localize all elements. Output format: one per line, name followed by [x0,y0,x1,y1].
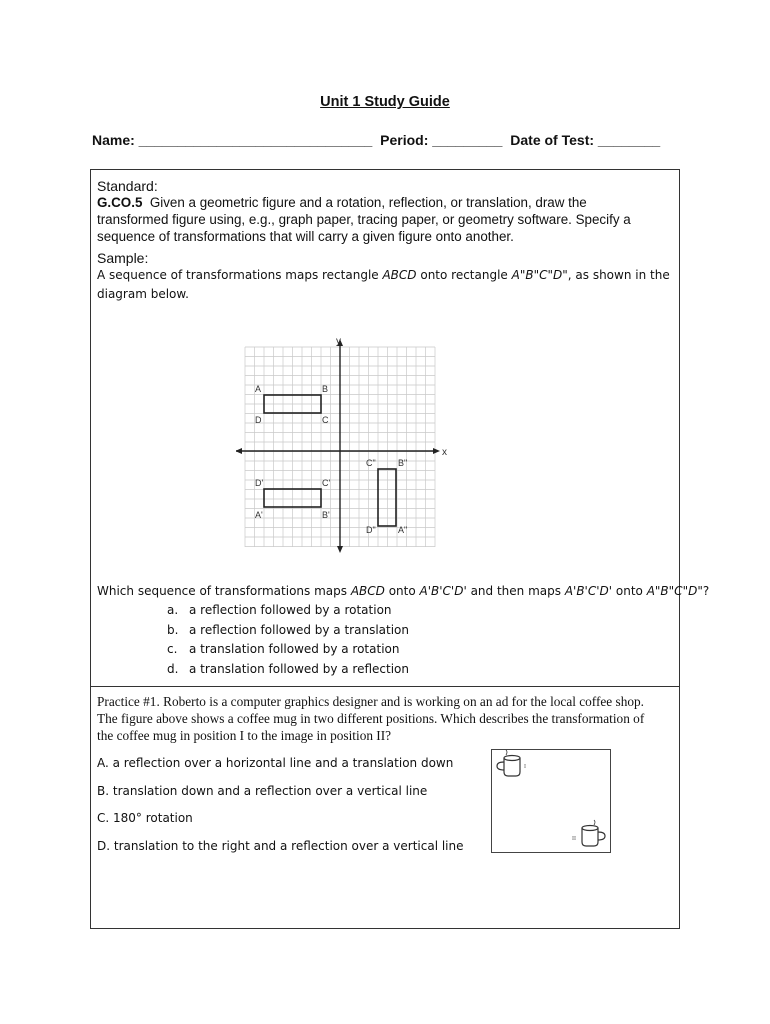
label-b-double-prime: B" [398,458,408,468]
label-d-double-prime: D" [366,525,376,535]
coordinate-grid-diagram [236,333,448,555]
sample-text-line-1: A sequence of transformations maps rectangle ABCD onto rectangle A"B"C"D", as shown in the [97,268,670,282]
practice-box [90,687,680,929]
label-c: C [322,415,329,425]
period-field[interactable]: Period: _________ [380,132,503,148]
coffee-mug-position-ii-icon [582,820,605,846]
coffee-mug-figure [491,749,611,853]
label-a-double-prime: A" [398,525,408,535]
standard-text-line-3: sequence of transformations that will carry a given figure onto another. [97,229,514,244]
sample-text-line-2: diagram below. [97,287,189,301]
label-a: A [255,384,262,394]
mug-label-ii: II [572,836,576,842]
label-c-double-prime: C" [366,458,376,468]
standard-text-line-2: transformed figure using, e.g., graph paper, tracing paper, or geometry software. Specify a [97,212,631,227]
label-b-prime: B' [322,510,330,520]
question-text: Which sequence of transformations maps ABCD onto A'B'C'D' and then maps A'B'C'D' onto A"B"C"D"? [97,584,710,598]
sample-label: Sample: [97,250,149,266]
practice-choice-d[interactable]: D. translation to the right and a reflection over a vertical line [97,839,464,853]
label-a-prime: A' [255,510,263,520]
practice-choice-b[interactable]: B. translation down and a reflection over a vertical line [97,784,428,798]
standard-text-line-1 [97,195,587,210]
date-of-test-field[interactable]: Date of Test: ________ [510,132,661,148]
standard-label: Standard: [97,178,158,194]
label-d-prime: D' [255,478,264,488]
practice-choice-c[interactable]: C. 180° rotation [97,811,193,825]
label-b: B [322,384,329,394]
label-c-prime: C' [322,478,331,488]
y-axis-arrow-down [337,546,343,553]
name-field[interactable]: Name: ______________________________ [92,132,373,148]
label-d: D [255,415,262,425]
coffee-mug-figure-drawing [492,750,610,852]
x-axis-arrow-right [433,448,440,454]
standard-sample-box: Standard: G.CO.5 Given a geometric figure and a rotation, reflection, or translation, draw the transformed figure using, e.g., graph paper, tracing paper, or geometry software. Specify a sequence of transformations that will carry a given figure onto another. Sample: A sequence of transformations maps rectangle ABCD onto rectangle A"B"C"D", as shown in the diagram below. x y A B C D D' C' A' B' C" B" D" A" Which sequence of transformations maps ABCD onto A'B'C'D' and then maps A'B'C'D' onto A"B"C"D"? a. a reflection followed by a rotation b. a reflection followed by a translation c. a translation followed by a rotation d. a translation followed by a reflection [90,169,680,687]
practice-text-line-1: Practice #1. Roberto is a computer graphics designer and is working on an ad for the local coffee shop. [97,694,644,709]
x-axis-label: x [442,447,447,458]
practice-text-line-2: The figure above shows a coffee mug in two different positions. Which describes the transformation of [97,711,645,726]
practice-choice-a[interactable]: A. a reflection over a horizontal line and a translation down [97,756,454,770]
practice-text-line-3: the coffee mug in position I to the image in position II? [97,728,392,743]
y-axis-label: y [336,336,341,347]
x-axis-arrow-left [236,448,242,454]
coffee-mug-position-i-icon [497,750,520,776]
standard-text: Given a geometric figure and a rotation, reflection, or translation, draw the [149,195,587,210]
page-title: Unit 1 Study Guide [320,94,450,110]
standard-code: G.CO.5 [97,195,143,210]
mug-label-i: I [524,764,526,770]
rectangle-a-double-prime [378,469,396,526]
header-fields [92,132,664,148]
